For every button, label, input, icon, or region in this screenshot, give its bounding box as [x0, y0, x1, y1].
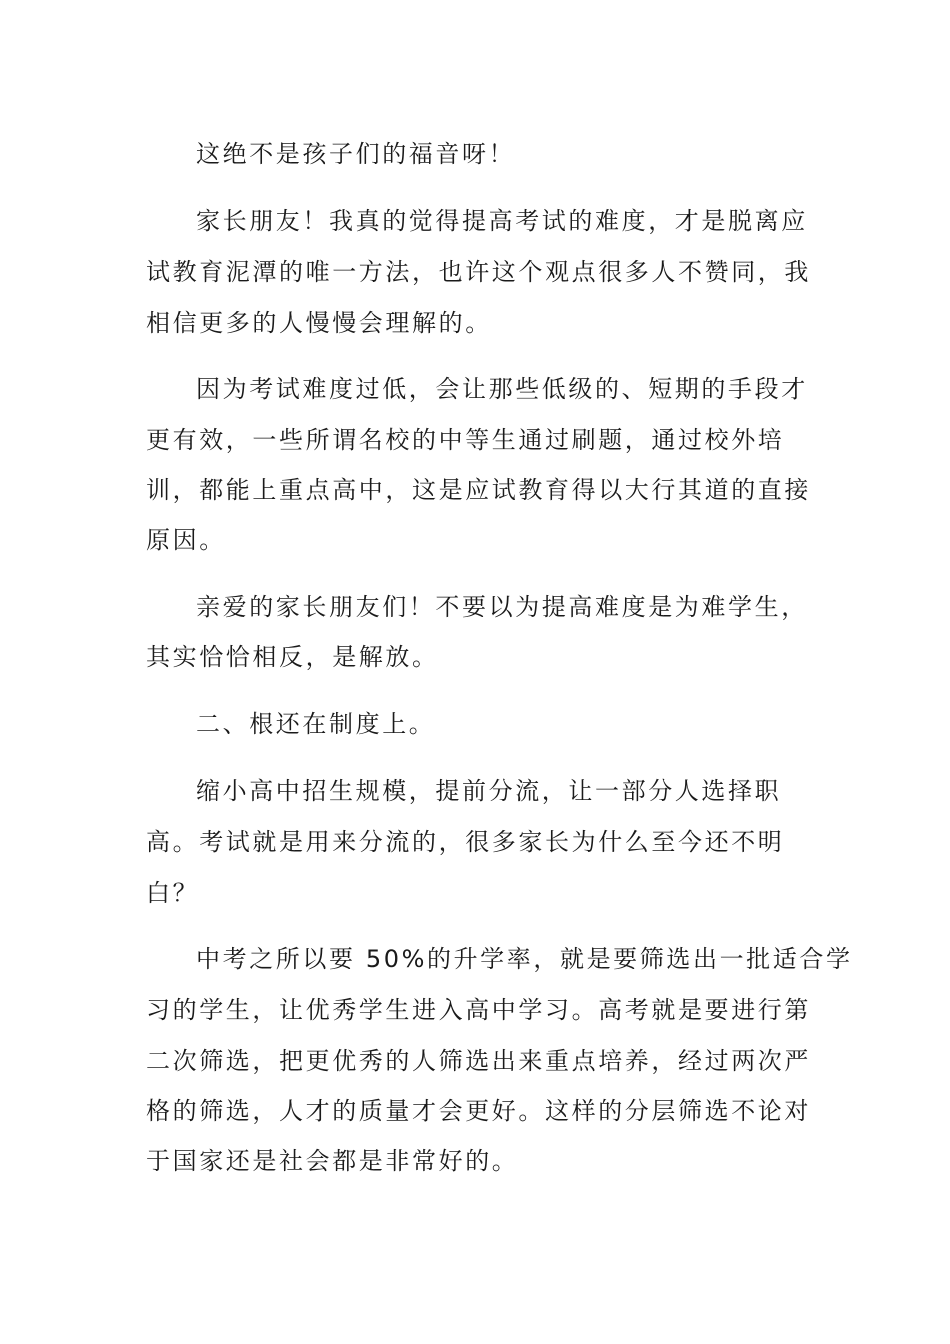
- text-line: 家长朋友！我真的觉得提高考试的难度，才是脱离应: [196, 207, 808, 235]
- text-line: 于国家还是社会都是非常好的。: [146, 1147, 519, 1175]
- text-line: 其实恰恰相反，是解放。: [146, 643, 439, 671]
- text-line: 中考之所以要 50%的升学率，就是要筛选出一批适合学: [196, 945, 853, 973]
- text-line: 这绝不是孩子们的福音呀！: [196, 140, 516, 168]
- text-line: 因为考试难度过低，会让那些低级的、短期的手段才: [196, 375, 808, 403]
- text-line: 试教育泥潭的唯一方法，也许这个观点很多人不赞同，我: [146, 258, 811, 286]
- text-line: 亲爱的家长朋友们！不要以为提高难度是为难学生，: [196, 593, 808, 621]
- text-line: 缩小高中招生规模，提前分流，让一部分人选择职: [196, 777, 782, 805]
- text-line: 白？: [146, 879, 200, 907]
- text-line: 训，都能上重点高中，这是应试教育得以大行其道的直接: [146, 476, 811, 504]
- text-line: 更有效，一些所谓名校的中等生通过刷题，通过校外培: [146, 426, 785, 454]
- text-line: 高。考试就是用来分流的，很多家长为什么至今还不明: [146, 828, 785, 856]
- text-line: 相信更多的人慢慢会理解的。: [146, 309, 492, 337]
- text-line: 格的筛选，人才的质量才会更好。这样的分层筛选不论对: [146, 1097, 811, 1125]
- text-line: 习的学生，让优秀学生进入高中学习。高考就是要进行第: [146, 996, 811, 1024]
- text-line: 原因。: [146, 526, 226, 554]
- text-line: 二次筛选，把更优秀的人筛选出来重点培养，经过两次严: [146, 1047, 811, 1075]
- text-line: 二、根还在制度上。: [196, 710, 436, 738]
